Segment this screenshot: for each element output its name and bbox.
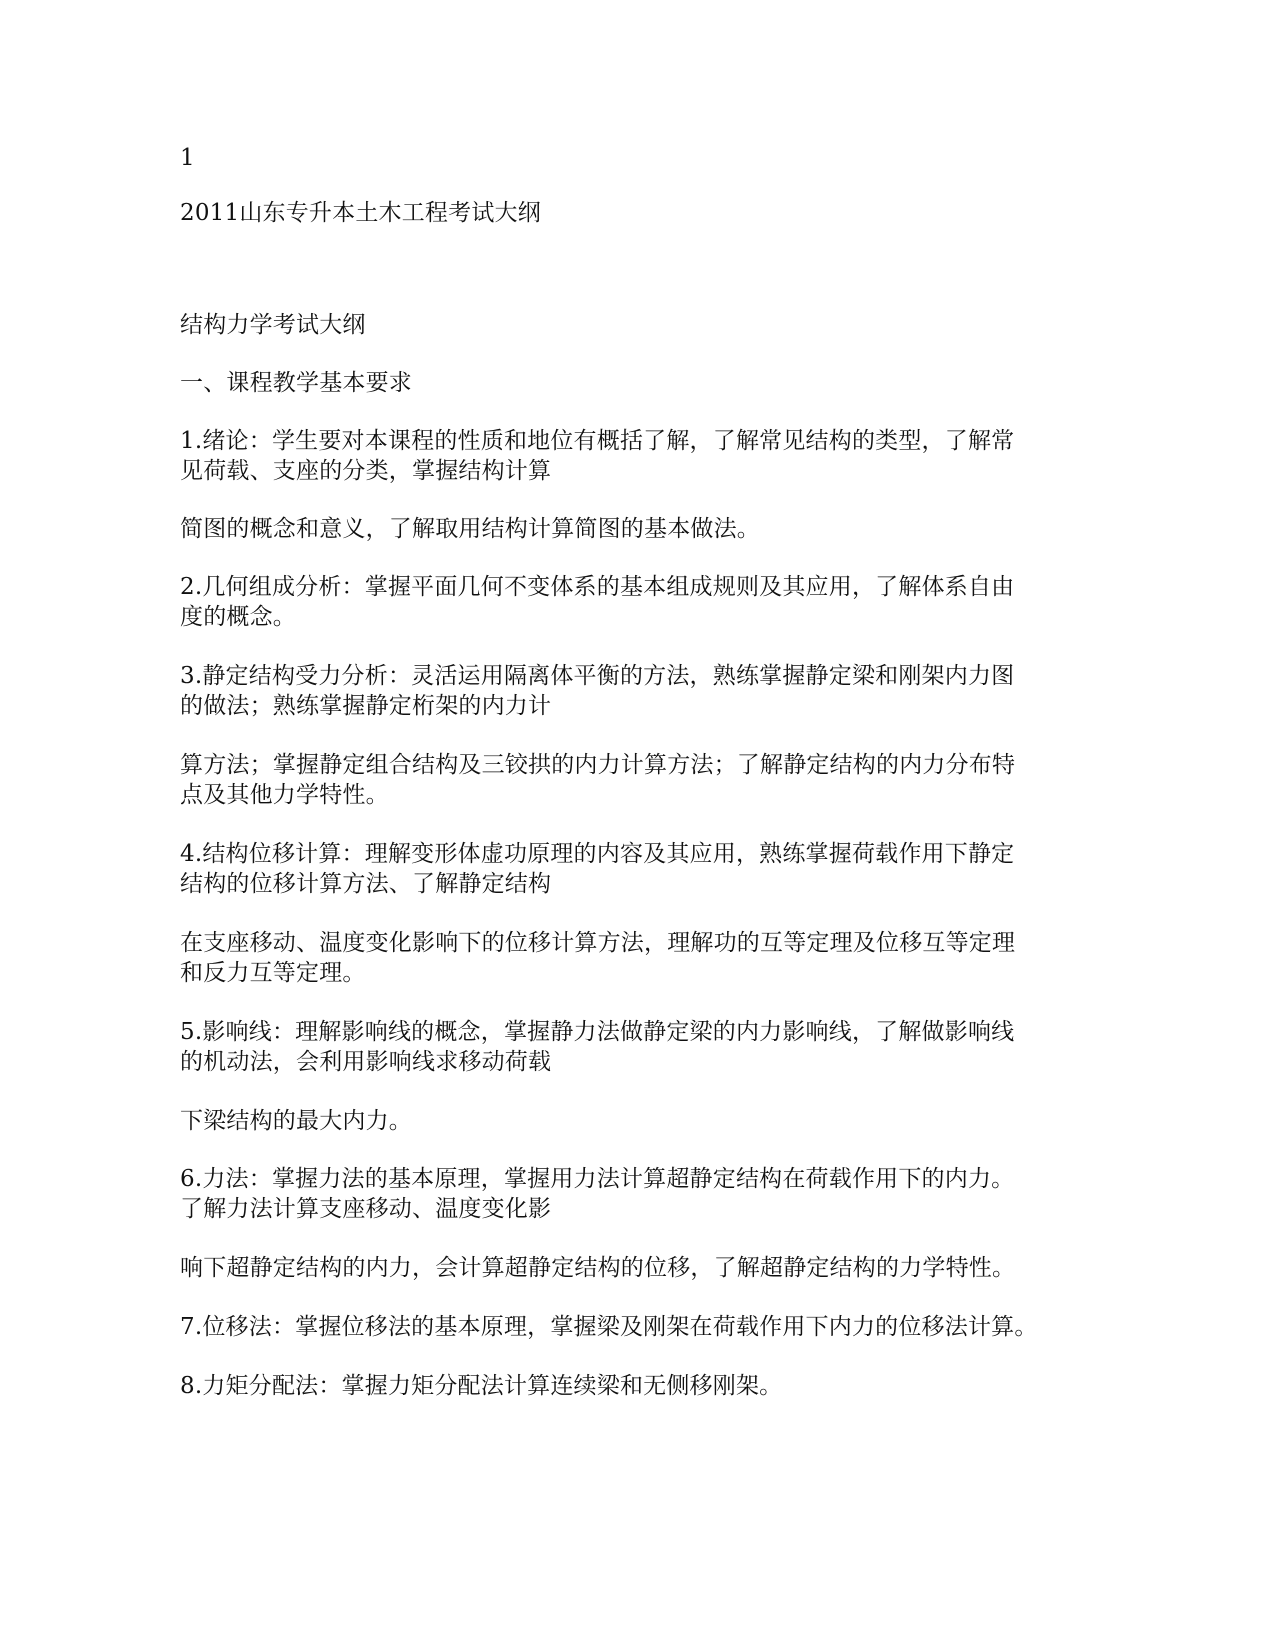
section-title: 结构力学考试大纲 — [180, 312, 366, 338]
paragraph-line: 7.位移法：掌握位移法的基本原理，掌握梁及刚架在荷载作用下内力的位移法计算。 — [180, 1314, 1038, 1340]
subsection-title: 一、课程教学基本要求 — [180, 370, 412, 396]
paragraph-line: 和反力互等定理。 — [180, 960, 366, 986]
paragraph-line: 6.力法：掌握力法的基本原理，掌握用力法计算超静定结构在荷载作用下的内力。 — [180, 1166, 1015, 1192]
paragraph-line: 在支座移动、温度变化影响下的位移计算方法，理解功的互等定理及位移互等定理 — [180, 930, 1016, 956]
paragraph-line: 2.几何组成分析：掌握平面几何不变体系的基本组成规则及其应用，了解体系自由 — [180, 574, 1015, 600]
paragraph-line: 下梁结构的最大内力。 — [180, 1108, 412, 1134]
paragraph-line: 8.力矩分配法：掌握力矩分配法计算连续梁和无侧移刚架。 — [180, 1373, 783, 1399]
page-number: 1 — [180, 145, 195, 171]
paragraph-line: 度的概念。 — [180, 604, 296, 630]
paragraph-line: 1.绪论：学生要对本课程的性质和地位有概括了解，了解常见结构的类型，了解常 — [180, 428, 1015, 454]
paragraph-line: 结构的位移计算方法、了解静定结构 — [180, 871, 552, 897]
paragraph-line: 了解力法计算支座移动、温度变化影 — [180, 1196, 552, 1222]
paragraph-line: 点及其他力学特性。 — [180, 782, 389, 808]
paragraph-line: 简图的概念和意义，了解取用结构计算简图的基本做法。 — [180, 516, 760, 542]
paragraph-line: 4.结构位移计算：理解变形体虚功原理的内容及其应用，熟练掌握荷载作用下静定 — [180, 841, 1015, 867]
paragraph-line: 3.静定结构受力分析：灵活运用隔离体平衡的方法，熟练掌握静定梁和刚架内力图 — [180, 663, 1015, 689]
document-title: 2011山东专升本土木工程考试大纲 — [180, 200, 541, 226]
paragraph-line: 的机动法，会利用影响线求移动荷载 — [180, 1049, 552, 1075]
paragraph-line: 算方法；掌握静定组合结构及三铰拱的内力计算方法；了解静定结构的内力分布特 — [180, 752, 1016, 778]
paragraph-line: 5.影响线：理解影响线的概念，掌握静力法做静定梁的内力影响线，了解做影响线 — [180, 1019, 1015, 1045]
paragraph-line: 响下超静定结构的内力，会计算超静定结构的位移，了解超静定结构的力学特性。 — [180, 1255, 1016, 1281]
paragraph-line: 的做法；熟练掌握静定桁架的内力计 — [180, 693, 552, 719]
paragraph-line: 见荷载、支座的分类，掌握结构计算 — [180, 458, 552, 484]
